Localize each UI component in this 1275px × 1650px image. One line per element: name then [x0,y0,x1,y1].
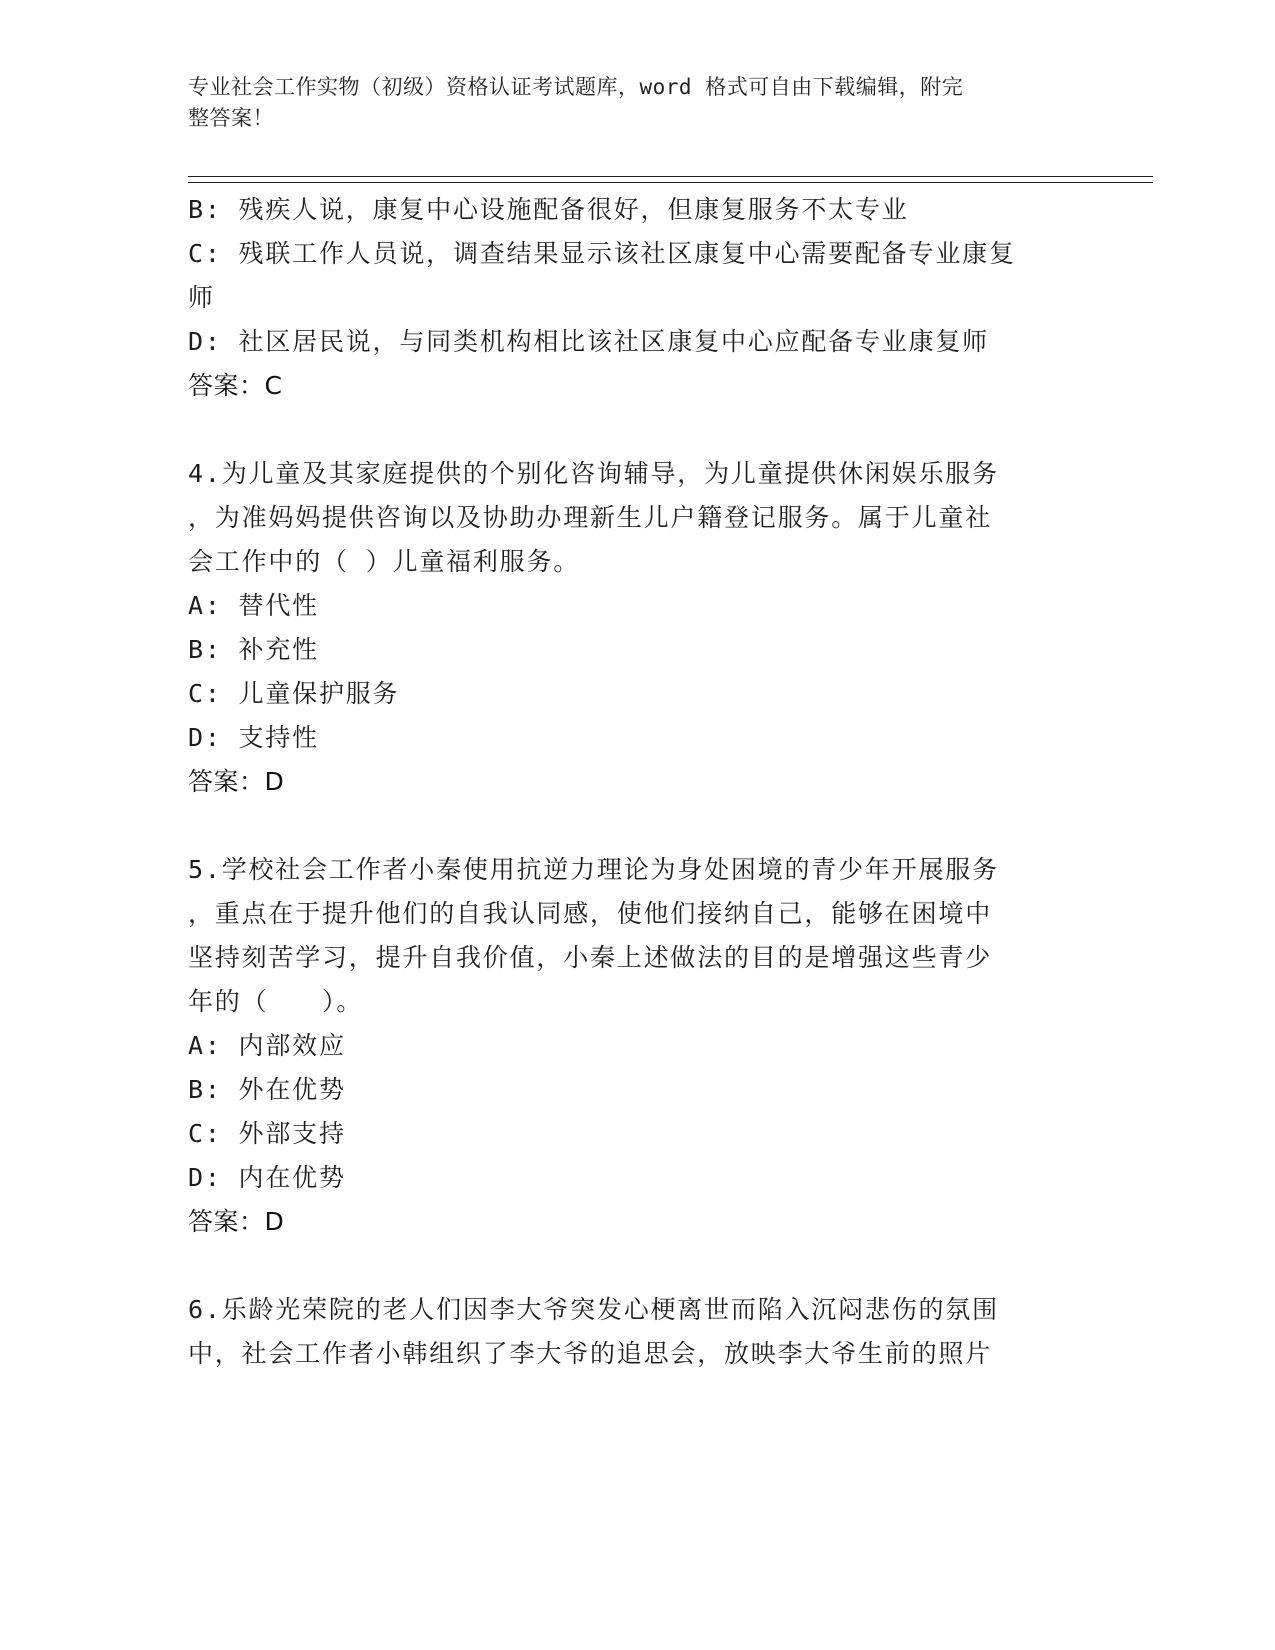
q3-option-c-line-2: 师 [188,283,215,312]
q3-option-b: B: 残疾人说，康复中心设施配备很好，但康复服务不太专业 [188,195,909,224]
q3-option-c-line-1: C: 残联工作人员说，调查结果显示该社区康复中心需要配备专业康复 [188,239,1016,268]
q4-stem-line-3: 会工作中的（ ）儿童福利服务。 [188,547,581,576]
header-line-2: 整答案！ [188,106,274,130]
q5-option-b: B: 外在优势 [188,1075,346,1104]
header-line-1: 专业社会工作实物（初级）资格认证考试题库，word 格式可自由下载编辑，附完 [188,75,964,99]
q4-answer: 答案：D [188,767,285,796]
q4-option-a: A: 替代性 [188,591,319,620]
q4-option-b: B: 补充性 [188,635,319,664]
q5-option-c: C: 外部支持 [188,1119,346,1148]
header-divider-bottom [188,182,1153,183]
q5-stem-line-4: 年的（ ）。 [188,987,364,1016]
header-divider-top [188,176,1153,177]
q4-stem-line-2: ，为准妈妈提供咨询以及协助办理新生儿户籍登记服务。属于儿童社 [188,503,993,532]
document-header [188,72,1068,134]
q5-stem-line-2: ，重点在于提升他们的自我认同感，使他们接纳自己，能够在困境中 [188,899,993,928]
q4-option-c: C: 儿童保护服务 [188,679,400,708]
q4-stem-line-1: 4.为儿童及其家庭提供的个别化咨询辅导，为儿童提供休闲娱乐服务 [188,459,999,488]
q5-stem-line-3: 坚持刻苦学习，提升自我价值，小秦上述做法的目的是增强这些青少 [188,943,993,972]
q5-option-a: A: 内部效应 [188,1031,346,1060]
q6-stem-line-2: 中，社会工作者小韩组织了李大爷的追思会，放映李大爷生前的照片 [188,1339,993,1368]
q5-stem-line-1: 5.学校社会工作者小秦使用抗逆力理论为身处困境的青少年开展服务 [188,855,999,884]
q4-option-d: D: 支持性 [188,723,319,752]
q5-answer: 答案：D [188,1207,285,1236]
q3-option-d: D: 社区居民说，与同类机构相比该社区康复中心应配备专业康复师 [188,327,989,356]
q5-option-d: D: 内在优势 [188,1163,346,1192]
q3-answer: 答案：C [188,371,283,400]
q6-stem-line-1: 6.乐龄光荣院的老人们因李大爷突发心梗离世而陷入沉闷悲伤的氛围 [188,1295,999,1324]
